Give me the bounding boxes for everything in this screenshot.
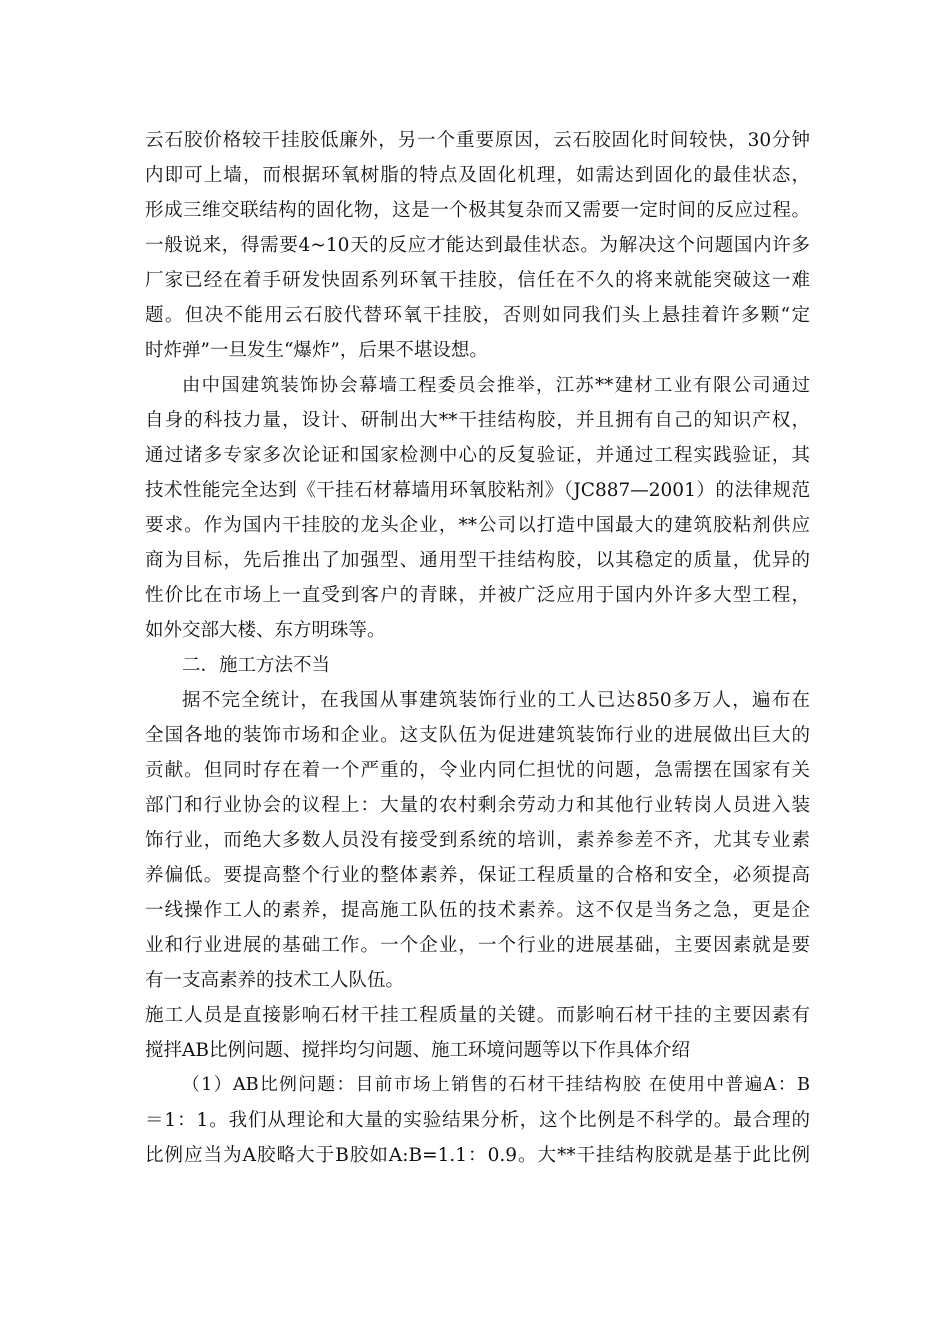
text-line: 有一支高素养的技术工人队伍。 [145, 970, 405, 991]
text-line: 饰行业，而绝大多数人员没有接受到系统的培训，素养参差不齐，尤其专业素 [145, 830, 810, 851]
text-line: 自身的科技力量，设计、研制出大**干挂结构胶，并且拥有自己的知识产权， [145, 410, 810, 431]
text-line: 搅拌AB比例问题、搅拌均匀问题、施工环境问题等以下作具体介绍 [145, 1040, 690, 1061]
text-line: 据不完全统计，在我国从事建筑装饰行业的工人已达850多万人，遍布在 [182, 690, 810, 711]
text-line: 厂家已经在着手研发快固系列环氧干挂胶，信任在不久的将来就能突破这一难 [145, 270, 810, 291]
text-line: 时炸弹”一旦发生“爆炸”，后果不堪设想。 [145, 340, 488, 361]
text-line: 施工人员是直接影响石材干挂工程质量的关键。而影响石材干挂的主要因素有 [145, 1005, 810, 1026]
text-line: ＝1：1。我们从理论和大量的实验结果分析，这个比例是不科学的。最合理的 [145, 1110, 810, 1131]
text-line: 通过诸多专家多次论证和国家检测中心的反复验证，并通过工程实践验证，其 [145, 445, 810, 466]
text-line: 比例应当为A胶略大于B胶如A:B=1.1：0.9。大**干挂结构胶就是基于此比例 [145, 1145, 810, 1166]
text-line: 要求。作为国内干挂胶的龙头企业，**公司以打造中国最大的建筑胶粘剂供应 [145, 515, 810, 536]
text-line: 云石胶价格较干挂胶低廉外，另一个重要原因，云石胶固化时间较快，30分钟 [145, 130, 810, 151]
text-line: 业和行业进展的基础工作。一个企业，一个行业的进展基础，主要因素就是要 [145, 935, 810, 956]
text-line: （1）AB比例问题：目前市场上销售的石材干挂结构胶 在使用中普遍A：B [182, 1075, 810, 1095]
text-line: 题。但决不能用云石胶代替环氧干挂胶，否则如同我们头上悬挂着许多颗“定 [145, 305, 810, 326]
text-line: 全国各地的装饰市场和企业。这支队伍为促进建筑装饰行业的进展做出巨大的 [145, 725, 810, 746]
text-line: 形成三维交联结构的固化物，这是一个极其复杂而又需要一定时间的反应过程。 [145, 200, 810, 221]
text-line: 一线操作工人的素养，提高施工队伍的技术素养。这不仅是当务之急，更是企 [145, 900, 810, 921]
text-line: 性价比在市场上一直受到客户的青睐，并被广泛应用于国内外许多大型工程， [145, 585, 810, 606]
text-line: 贡献。但同时存在着一个严重的，令业内同仁担忧的问题，急需摆在国家有关 [145, 760, 810, 781]
text-line: 如外交部大楼、东方明珠等。 [145, 620, 386, 641]
text-line: 养偏低。要提高整个行业的整体素养，保证工程质量的合格和安全，必须提高 [145, 865, 810, 886]
text-line: 商为目标，先后推出了加强型、通用型干挂结构胶，以其稳定的质量，优异的 [145, 550, 810, 571]
text-line: 内即可上墙，而根据环氧树脂的特点及固化机理，如需达到固化的最佳状态， [145, 165, 810, 186]
text-line: 技术性能完全达到《干挂石材幕墙用环氧胶粘剂》（JC887—2001）的法律规范 [145, 480, 810, 501]
text-line: 由中国建筑装饰协会幕墙工程委员会推举，江苏**建材工业有限公司通过 [182, 375, 810, 396]
text-line: 一般说来，得需要4~10天的反应才能达到最佳状态。为解决这个问题国内许多 [145, 235, 810, 256]
text-line: 部门和行业协会的议程上：大量的农村剩余劳动力和其他行业转岗人员进入装 [145, 795, 810, 816]
document-body [145, 123, 810, 1173]
text-line: 二．施工方法不当 [182, 655, 331, 676]
